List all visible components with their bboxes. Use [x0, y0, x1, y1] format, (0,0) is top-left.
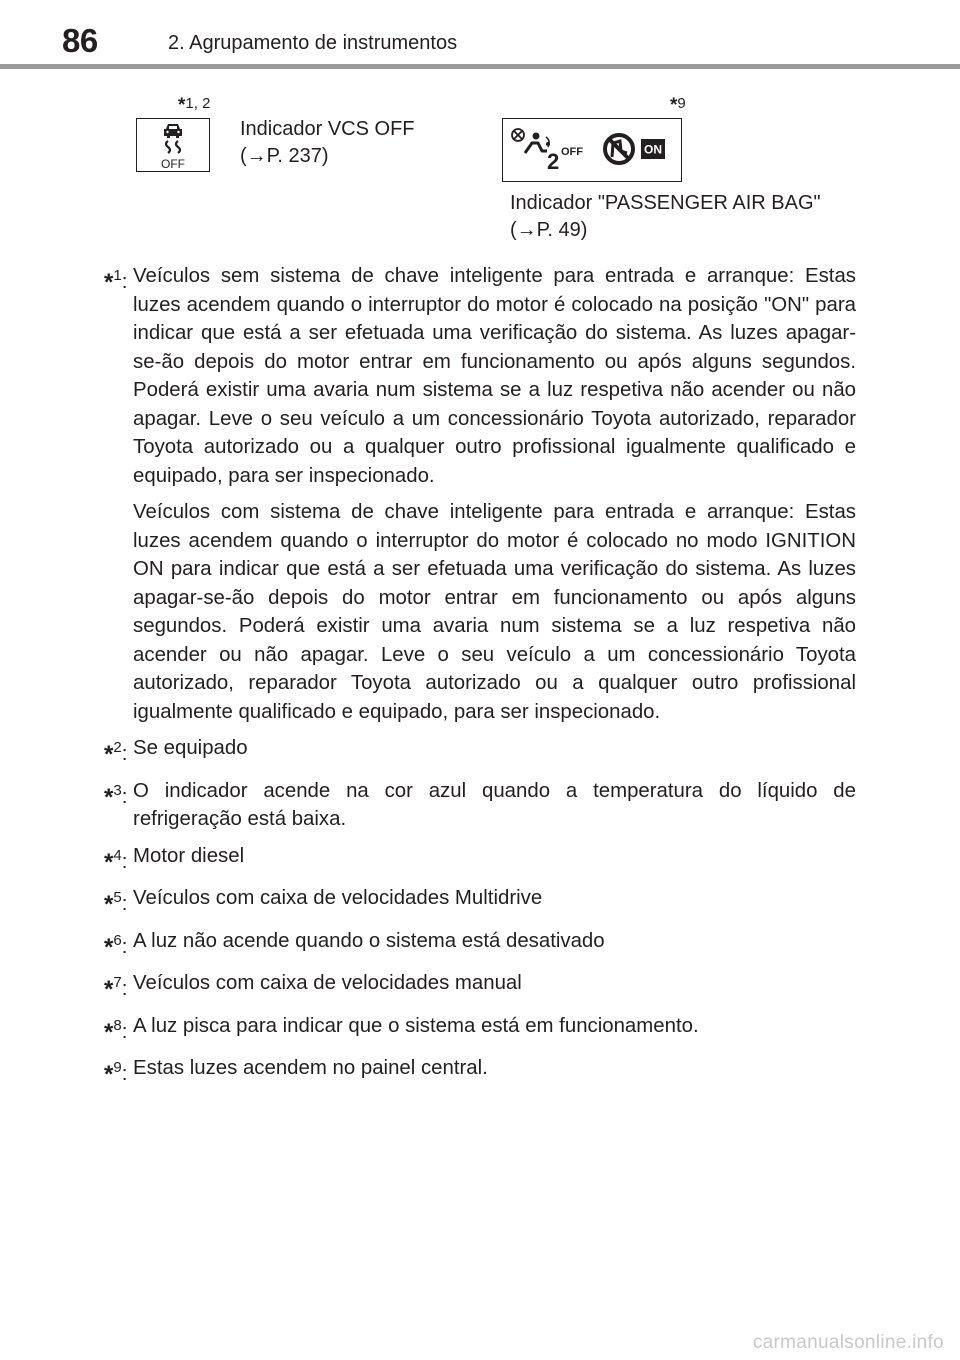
indicator-vcs-note-mark: *1, 2 — [178, 95, 211, 116]
footnote-paragraph: Veículos com caixa de velocidades manual — [133, 972, 522, 994]
footnote-5 — [104, 884, 856, 919]
chapter-title: 2. Agrupamento de instrumentos — [168, 32, 458, 54]
footnote-paragraph: Se equipado — [133, 737, 248, 759]
footnote-4 — [104, 842, 856, 877]
footnote-8 — [104, 1012, 856, 1047]
footnote-marker: *$^2$: — [104, 739, 134, 768]
footnote-marker: *$^6$: — [104, 931, 134, 961]
footnote-9 — [104, 1054, 856, 1089]
indicator-airbag-note-mark: *9 — [670, 95, 686, 116]
footnote-paragraph: Veículos com caixa de velocidades Multidrive — [133, 887, 543, 909]
footnote-1 — [104, 262, 856, 726]
footnote-6 — [104, 927, 856, 962]
footnote-paragraph: Veículos sem sistema de chave inteligente para entrada e arranque: Estas luzes acendem quando o interruptor do motor é colocado na posição "ON" para indicar que está a ser efetuada uma verificação do sistema. As luzes apagar-se-ão depois do motor entrar em funcionamento ou após alguns segundos. Poderá existir uma avaria num sistema se a luz respetiva não acender ou não apagar. Leve o seu veículo a um concessionário Toyota autorizado, reparador Toyota autorizado ou a qualquer outro profissional igualmente qualificado e equipado, para ser inspecionado. — [133, 265, 856, 487]
footnote-marker: *$^5$: — [104, 889, 134, 918]
watermark-link[interactable]: carmanualsonline.info — [752, 1332, 944, 1353]
vcs-off-label-title: Indicador VCS OFF — [240, 118, 415, 140]
passenger-airbag-icon — [502, 118, 682, 182]
footnote-paragraph: Estas luzes acendem no painel central. — [133, 1057, 488, 1079]
footnotes-list — [104, 262, 856, 1097]
footnote-marker: *$^7$: — [104, 974, 134, 1003]
passenger-airbag-label-title: Indicador "PASSENGER AIR BAG" — [510, 192, 821, 214]
vcs-off-label — [240, 116, 415, 170]
footnote-2 — [104, 734, 856, 769]
vcs-off-icon — [136, 118, 210, 172]
footnote-paragraph: A luz não acende quando o sistema está desativado — [133, 929, 605, 952]
passenger-airbag-label — [510, 190, 821, 244]
passenger-airbag-page-ref: (→P. 49) — [510, 219, 588, 241]
footnote-marker: *$^9$: — [104, 1059, 134, 1088]
page-number: 86 — [62, 22, 98, 59]
vcs-off-page-ref: (→P. 237) — [240, 145, 329, 167]
vcs-off-icon-text: OFF — [161, 157, 185, 171]
footnote-paragraph: A luz pisca para indicar que o sistema está em funcionamento. — [133, 1014, 699, 1037]
footnote-marker: *$^1$: — [104, 267, 134, 296]
header-divider — [0, 64, 960, 69]
footnote-paragraph: Veículos com sistema de chave inteligente para entrada e arranque: Estas luzes acendem quando o interruptor do motor é colocado no modo IGNITION ON para indicar que está a ser efetuada uma verificação do sistema. As luzes apagar-se-ão depois do motor entrar em funcionamento ou após alguns segundos. Poderá existir uma avaria num sistema se a luz respetiva não acender ou não apagar. Leve o seu veículo a um concessionário Toyota autorizado, reparador Toyota autorizado ou a qualquer outro profissional igualmente qualificado e equipado, para ser inspecionado. — [133, 501, 856, 723]
svg-text:2: 2 — [547, 149, 560, 174]
airbag-icon-off-text: OFF — [561, 146, 583, 158]
footnote-marker: *$^3$: — [104, 781, 134, 811]
footnote-paragraph: O indicador acende na cor azul quando a temperatura do líquido de refrigeração está baixa. — [133, 779, 856, 830]
footnote-paragraph: Motor diesel — [133, 844, 245, 867]
footnote-3 — [104, 777, 856, 834]
footnote-marker: *$^4$: — [104, 846, 134, 876]
airbag-icon-on-text: ON — [644, 142, 662, 157]
footnote-7 — [104, 969, 856, 1004]
footnote-marker: *$^8$: — [104, 1016, 134, 1046]
